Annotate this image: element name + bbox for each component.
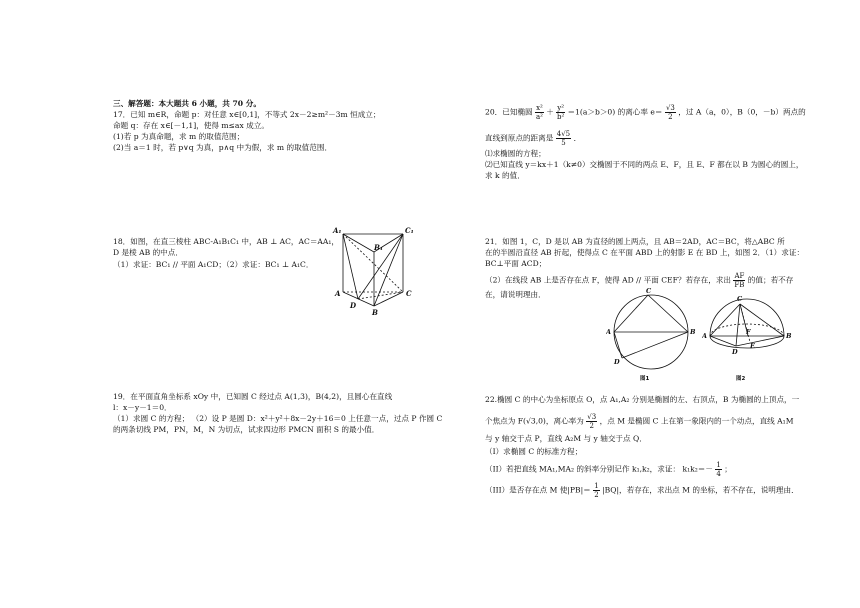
fig2-caption: 图2: [736, 376, 746, 382]
distance-frac: $\frac{4√5}{5}$: [556, 130, 571, 147]
label-A: A: [335, 289, 341, 298]
q22-eccentricity-frac: $\frac{√3}{2}$: [587, 413, 597, 430]
q21-line2: 在的半圆沿直径 AB 折起，使得点 C 在平面 ABD 上的射影 E 在 BD 上，如图 2．（1）求证：: [485, 248, 805, 257]
q19-line4: 的两条切线 PM，PN，M，N 为切点，试求四边形 PMCN 面积 S 的最小值．: [113, 425, 380, 434]
q17-line3: (1)若 p 为真命题，求 m 的取值范围；: [113, 132, 245, 141]
label-A1: A₁: [333, 226, 342, 235]
label-B1: B₁: [374, 243, 383, 252]
figure-1: [606, 288, 696, 384]
q20-line4: ⑵已知直线 y＝kx＋1（k≠0）交椭圆于不同的两点 E、F，且 E、F 都在以 B 为圆心的圆上，: [485, 160, 804, 169]
fig2-label-D: D: [732, 348, 738, 356]
fig1-caption: 图1: [640, 376, 650, 382]
fig2-label-F: F: [746, 328, 751, 336]
q22-line4: （I）求椭圆 C 的标准方程；: [485, 447, 583, 456]
half-frac: $\frac{1}{2}$: [594, 482, 599, 499]
eccentricity-frac: $\frac{√3}{2}$: [665, 104, 675, 121]
q22-line5: （II）若把直线 MA₁,MA₂ 的斜率分别记作 k₁,k₂，求证： k₁k₂＝－ $\frac{1}{4}$ ；: [485, 461, 732, 478]
label-B: B: [372, 308, 378, 317]
figure-2: [702, 292, 792, 384]
q21-line1: 21．如图 1，C，D 是以 AB 为直径的圆上两点，且 AB＝2AD，AC＝BC，将△ABC 所: [485, 237, 785, 246]
q19-line2: l：x－y－1＝0．: [113, 403, 172, 412]
fig2-label-B: B: [786, 332, 792, 340]
label-C: C: [406, 289, 412, 298]
section-header: 三、解答题：本大题共 6 小题，共 70 分。: [113, 99, 261, 108]
q17-line4: (2)当 a＝1 时，若 p∨q 为真，p∧q 中为假，求 m 的取值范围．: [113, 143, 333, 152]
fig1-label-C: C: [646, 288, 652, 295]
fig1-label-D: D: [614, 358, 620, 366]
prism-figure: [330, 222, 420, 318]
q22-line6: （III）是否存在点 M 使|PB|＝ $\frac{1}{2}$ |BQ|，若存在，求出点 M 的坐标，若不存在，说明理由．: [485, 482, 799, 499]
q21-line5: 在，请说明理由．: [485, 290, 546, 299]
label-D: D: [350, 301, 357, 310]
ellipse-frac-x: $\frac{\text{x²}}{\text{a²}}$: [535, 104, 543, 121]
fig2-label-A: A: [702, 332, 708, 340]
fig1-label-A: A: [606, 328, 612, 336]
q19-line1: 19．在平面直角坐标系 xOy 中，已知圆 C 经过点 A(1,3)，B(4,2)，且圆心在直线: [113, 392, 393, 401]
q20-line5: 求 k 的值．: [485, 171, 525, 180]
fig2-label-C: C: [737, 295, 743, 303]
q22-line3: 与 y 轴交于点 P，直线 A₂M 与 y 轴交于点 Q．: [485, 434, 647, 443]
q20-line1: 20．已知椭圆 $\frac{\text{x²}}{\text{a²}}$ ＋ $\frac{\text{y²}}{\text{b²}}$ ＝1(a＞b＞0) 的离心率 e＝ $\frac{√3}{2}$ ，过 A（a，0），B（0，－b）两点的: [485, 104, 806, 121]
q18-line1: 18．如图，在直三棱柱 ABC-A₁B₁C₁ 中，AB ⊥ AC，AC＝AA₁，: [113, 237, 340, 246]
q21-line3: BC⊥平面 ACD；: [485, 259, 547, 268]
q19-line3: （1）求圆 C 的方程； （2）设 P 是圆 D：x²＋y²＋8x－2y＋16＝0 上任意一点，过点 P 作圆 C: [113, 414, 443, 423]
q20-intro: 20．已知椭圆: [485, 107, 533, 117]
q21-line4: （2）在线段 AB 上是否存在点 F，使得 AD // 平面 CEF？若存在，求出 $\frac{AF}{FB}$ 的值；若不存: [485, 272, 794, 289]
q17-line2: 命题 q：存在 x∈[－1,1]，使得 m≤ax 成立。: [113, 121, 269, 130]
af-fb-frac: $\frac{AF}{FB}$: [734, 272, 745, 289]
q18-line3: （1）求证：BC₁ // 平面 A₁CD；（2）求证：BC₁ ⊥ A₁C．: [113, 260, 314, 269]
q20-line2: 直线到原点的距离是 $\frac{4√5}{5}$ ．: [485, 130, 582, 147]
k-product-frac: $\frac{1}{4}$: [716, 461, 721, 478]
q17-line1: 17．已知 m∈R，命题 p：对任意 x∈[0,1]，不等式 2x－2≥m²－3m 恒成立；: [113, 110, 381, 119]
fig2-label-E: E: [750, 342, 755, 350]
q20-line3: ⑴求椭圆的方程；: [485, 149, 546, 158]
q22-line1: 22.椭圆 C 的中心为坐标原点 O，点 A₁,A₂ 分别是椭圆的左、右顶点，B 为椭圆的上顶点，一: [485, 395, 800, 404]
q18-line2: D 是棱 AB 的中点．: [113, 248, 183, 257]
fig1-label-B: B: [690, 328, 696, 336]
ellipse-frac-y: $\frac{\text{y²}}{\text{b²}}$: [557, 104, 565, 121]
q22-line2: 个焦点为 F(√3,0)，离心率为 $\frac{√3}{2}$ ，点 M 是椭圆 C 上在第一象限内的一个动点，直线 A₁M: [485, 413, 794, 430]
label-C1: C₁: [405, 226, 414, 235]
